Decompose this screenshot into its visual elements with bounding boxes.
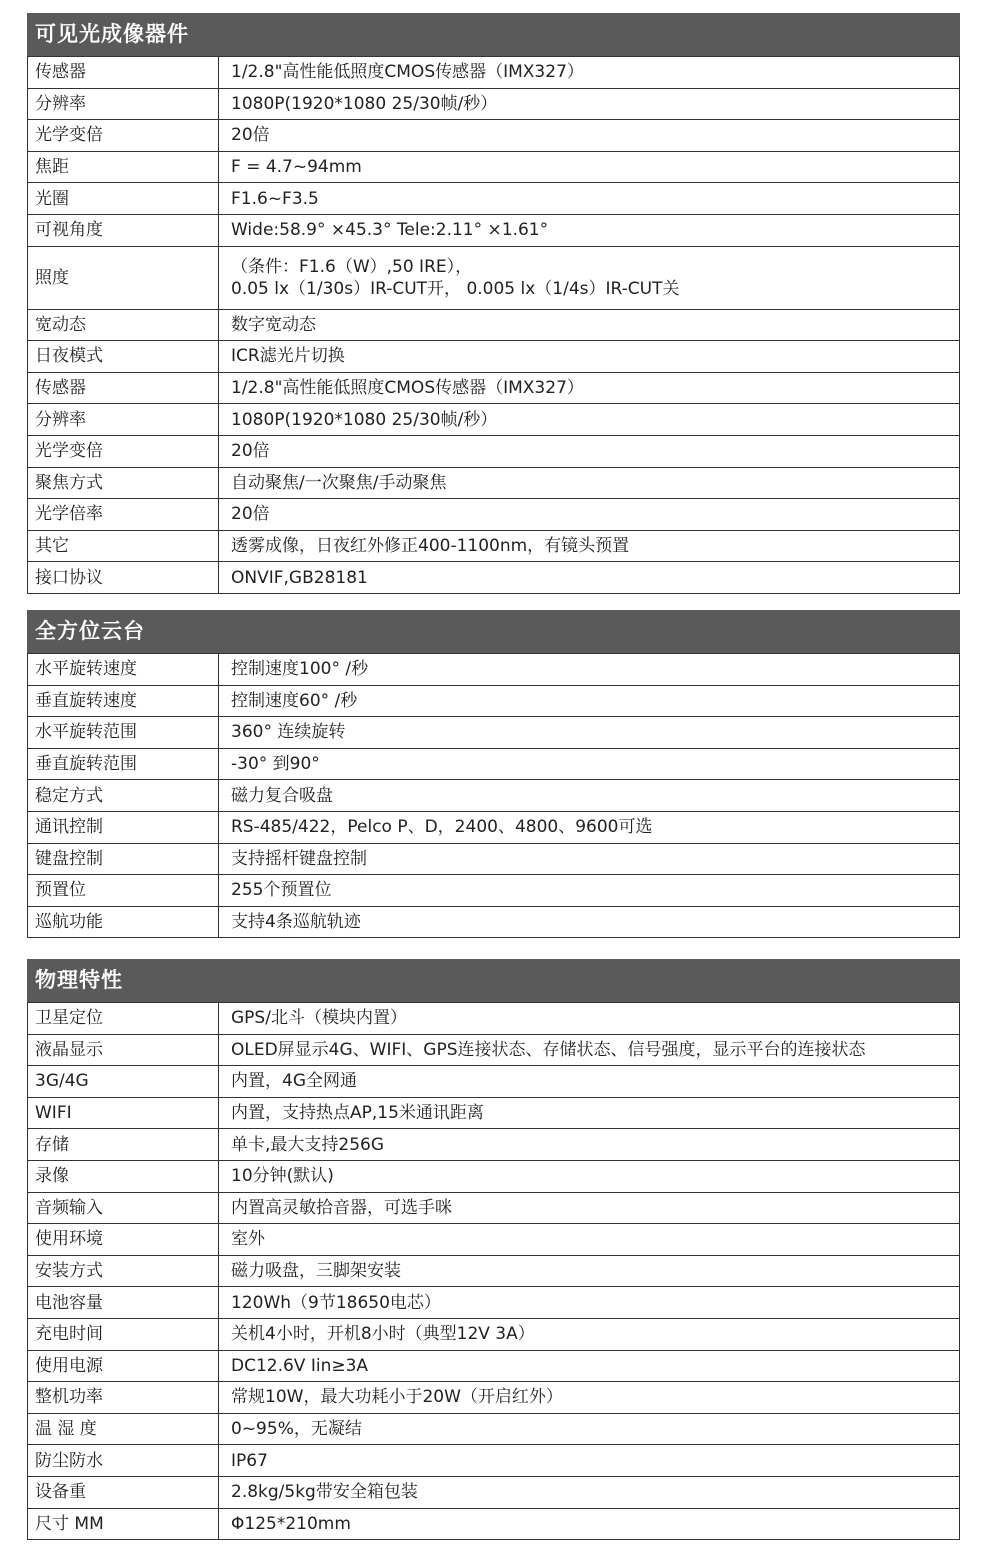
spec-row	[28, 1192, 960, 1224]
spec-label: 电池容量	[28, 1287, 219, 1319]
spec-label: 整机功率	[28, 1382, 219, 1414]
spec-value-line: 20倍	[231, 125, 270, 146]
section-title: 物理特性	[27, 959, 960, 1002]
spec-value-line: 数字宽动态	[231, 314, 316, 335]
spec-value	[219, 811, 960, 843]
spec-value-line: 360° 连续旋转	[231, 722, 346, 743]
spec-row	[28, 1224, 960, 1256]
spec-value-line: -30° 到90°	[231, 754, 320, 775]
spec-row	[28, 499, 960, 531]
spec-value	[219, 748, 960, 780]
spec-value-line: ICR滤光片切换	[231, 346, 345, 367]
spec-value-line: 1080P(1920*1080 25/30帧/秒）	[231, 409, 498, 430]
spec-label: 巡航功能	[28, 906, 219, 938]
spec-value	[219, 1413, 960, 1445]
spec-label: 垂直旋转范围	[28, 748, 219, 780]
spec-value	[219, 467, 960, 499]
spec-value-line: 1/2.8"高性能低照度CMOS传感器（IMX327）	[231, 378, 584, 399]
spec-value	[219, 1224, 960, 1256]
spec-row	[28, 685, 960, 717]
spec-value-line: 0.05 lx（1/30s）IR-CUT开， 0.005 lx（1/4s）IR-CUT关	[231, 278, 680, 299]
spec-value	[219, 1255, 960, 1287]
spec-value-line: 控制速度60° /秒	[231, 690, 358, 711]
spec-row	[28, 214, 960, 246]
spec-value	[219, 499, 960, 531]
spec-label: 接口协议	[28, 562, 219, 594]
spec-value-line: F1.6~F3.5	[231, 188, 319, 209]
spec-value	[219, 1034, 960, 1066]
spec-label: 聚焦方式	[28, 467, 219, 499]
spec-label: 使用电源	[28, 1350, 219, 1382]
spec-label: 安装方式	[28, 1255, 219, 1287]
section-title: 全方位云台	[27, 610, 960, 653]
section-title: 可见光成像器件	[27, 13, 960, 56]
spec-label: 其它	[28, 530, 219, 562]
spec-value-line: GPS/北斗（模块内置）	[231, 1008, 407, 1029]
spec-value	[219, 562, 960, 594]
spec-label: 垂直旋转速度	[28, 685, 219, 717]
spec-value	[219, 1287, 960, 1319]
spec-value-line: ONVIF,GB28181	[231, 567, 368, 588]
spec-value	[219, 435, 960, 467]
spec-row	[28, 57, 960, 89]
spec-row	[28, 1160, 960, 1192]
spec-row	[28, 906, 960, 938]
spec-row	[28, 309, 960, 341]
spec-row	[28, 748, 960, 780]
spec-label: 水平旋转速度	[28, 654, 219, 686]
spec-value-line: 20倍	[231, 441, 270, 462]
spec-label: 水平旋转范围	[28, 717, 219, 749]
spec-row	[28, 246, 960, 309]
spec-row	[28, 1350, 960, 1382]
spec-value-line: 2.8kg/5kg带安全箱包装	[231, 1482, 418, 1503]
spec-value	[219, 906, 960, 938]
spec-row	[28, 1508, 960, 1540]
spec-row	[28, 120, 960, 152]
spec-value	[219, 404, 960, 436]
spec-value	[219, 1066, 960, 1098]
spec-value-line: IP67	[231, 1450, 268, 1471]
spec-label: 传感器	[28, 372, 219, 404]
spec-value	[219, 1318, 960, 1350]
spec-value	[219, 57, 960, 89]
spec-value-line: 支持摇杆键盘控制	[231, 848, 367, 869]
spec-value-line: 关机4小时，开机8小时（典型12V 3A）	[231, 1324, 535, 1345]
spec-label: 温 湿 度	[28, 1413, 219, 1445]
spec-row	[28, 811, 960, 843]
spec-value-line: 1/2.8"高性能低照度CMOS传感器（IMX327）	[231, 62, 584, 83]
spec-row	[28, 1003, 960, 1035]
spec-label: 充电时间	[28, 1318, 219, 1350]
spec-value	[219, 1445, 960, 1477]
spec-row	[28, 875, 960, 907]
spec-label: 液晶显示	[28, 1034, 219, 1066]
spec-value-line: 内置，4G全网通	[231, 1071, 357, 1092]
spec-table	[27, 56, 960, 594]
spec-value-line: 255个预置位	[231, 880, 332, 901]
spec-value	[219, 309, 960, 341]
spec-value	[219, 685, 960, 717]
spec-label: 日夜模式	[28, 341, 219, 373]
spec-label: 录像	[28, 1160, 219, 1192]
spec-row	[28, 530, 960, 562]
spec-row	[28, 1287, 960, 1319]
spec-label: 宽动态	[28, 309, 219, 341]
spec-row	[28, 717, 960, 749]
spec-row	[28, 183, 960, 215]
spec-row	[28, 435, 960, 467]
spec-label: 键盘控制	[28, 843, 219, 875]
spec-value-line: Φ125*210mm	[231, 1513, 351, 1534]
spec-value	[219, 341, 960, 373]
spec-row	[28, 654, 960, 686]
spec-value-line: 控制速度100° /秒	[231, 659, 369, 680]
spec-label: 可视角度	[28, 214, 219, 246]
spec-value-line: 10分钟(默认)	[231, 1166, 334, 1187]
spec-value	[219, 717, 960, 749]
spec-value	[219, 1508, 960, 1540]
spec-row	[28, 1413, 960, 1445]
spec-label: 使用环境	[28, 1224, 219, 1256]
spec-value-line: 自动聚焦/一次聚焦/手动聚焦	[231, 472, 447, 493]
spec-value-line: （条件：F1.6（W）,50 IRE），	[231, 256, 473, 277]
spec-value	[219, 151, 960, 183]
spec-value	[219, 654, 960, 686]
spec-row	[28, 1034, 960, 1066]
spec-row	[28, 88, 960, 120]
spec-label: 存储	[28, 1129, 219, 1161]
spec-label: 光学变倍	[28, 435, 219, 467]
spec-value	[219, 1097, 960, 1129]
spec-value	[219, 1129, 960, 1161]
spec-value-line: RS-485/422，Pelco P、D，2400、4800、9600可选	[231, 817, 653, 838]
spec-table	[27, 653, 960, 938]
spec-value	[219, 1003, 960, 1035]
spec-row	[28, 780, 960, 812]
spec-table	[27, 1002, 960, 1540]
spec-row	[28, 1382, 960, 1414]
spec-value	[219, 372, 960, 404]
spec-value	[219, 875, 960, 907]
spec-row	[28, 1318, 960, 1350]
spec-value	[219, 780, 960, 812]
spec-value-line: 内置高灵敏拾音器，可选手咪	[231, 1197, 452, 1218]
spec-value	[219, 88, 960, 120]
spec-label: 设备重	[28, 1476, 219, 1508]
spec-row	[28, 404, 960, 436]
spec-label: 传感器	[28, 57, 219, 89]
spec-label: 焦距	[28, 151, 219, 183]
spec-value-line: DC12.6V Iin≥3A	[231, 1355, 369, 1376]
section-ptz	[27, 610, 960, 938]
spec-value-line: 1080P(1920*1080 25/30帧/秒）	[231, 93, 498, 114]
spec-label: 卫星定位	[28, 1003, 219, 1035]
spec-value	[219, 1382, 960, 1414]
spec-value-line: 磁力吸盘，三脚架安装	[231, 1261, 401, 1282]
spec-value-line: 常规10W，最大功耗小于20W（开启红外）	[231, 1387, 563, 1408]
spec-row	[28, 1097, 960, 1129]
spec-value-line: F = 4.7~94mm	[231, 157, 362, 178]
spec-row	[28, 151, 960, 183]
spec-row	[28, 1476, 960, 1508]
spec-label: 通讯控制	[28, 811, 219, 843]
spec-value-line: OLED屏显示4G、WIFI、GPS连接状态、存储状态、信号强度，显示平台的连接状态	[231, 1039, 866, 1060]
spec-row	[28, 562, 960, 594]
spec-label: 防尘防水	[28, 1445, 219, 1477]
spec-value	[219, 530, 960, 562]
spec-value	[219, 183, 960, 215]
spec-row	[28, 1066, 960, 1098]
spec-value-line: 室外	[231, 1229, 265, 1250]
spec-row	[28, 1445, 960, 1477]
spec-label: 分辨率	[28, 88, 219, 120]
spec-label: 照度	[28, 246, 219, 309]
spec-row	[28, 843, 960, 875]
section-physical	[27, 959, 960, 1540]
spec-label: 光学变倍	[28, 120, 219, 152]
spec-value	[219, 246, 960, 309]
spec-row	[28, 467, 960, 499]
spec-value	[219, 1192, 960, 1224]
spec-value	[219, 214, 960, 246]
spec-label: 尺寸 MM	[28, 1508, 219, 1540]
spec-value-line: 单卡,最大支持256G	[231, 1134, 385, 1155]
spec-label: WIFI	[28, 1097, 219, 1129]
spec-label: 音频输入	[28, 1192, 219, 1224]
spec-value	[219, 1160, 960, 1192]
spec-value-line: 支持4条巡航轨迹	[231, 912, 361, 933]
spec-value	[219, 1476, 960, 1508]
section-visible-imaging	[27, 13, 960, 594]
spec-value-line: 磁力复合吸盘	[231, 785, 333, 806]
spec-value-line: 120Wh（9节18650电芯）	[231, 1292, 441, 1313]
spec-value-line: Wide:58.9° ×45.3° Tele:2.11° ×1.61°	[231, 220, 549, 241]
spec-label: 光圈	[28, 183, 219, 215]
spec-value	[219, 1350, 960, 1382]
spec-value-line: 0~95%，无凝结	[231, 1419, 362, 1440]
spec-label: 3G/4G	[28, 1066, 219, 1098]
spec-row	[28, 1255, 960, 1287]
spec-row	[28, 1129, 960, 1161]
spec-row	[28, 372, 960, 404]
spec-label: 预置位	[28, 875, 219, 907]
spec-value-line: 20倍	[231, 504, 270, 525]
spec-label: 分辨率	[28, 404, 219, 436]
spec-value	[219, 843, 960, 875]
spec-row	[28, 341, 960, 373]
spec-label: 稳定方式	[28, 780, 219, 812]
spec-label: 光学倍率	[28, 499, 219, 531]
spec-value	[219, 120, 960, 152]
spec-value-line: 透雾成像，日夜红外修正400-1100nm，有镜头预置	[231, 536, 630, 557]
spec-value-line: 内置，支持热点AP,15米通讯距离	[231, 1103, 484, 1124]
